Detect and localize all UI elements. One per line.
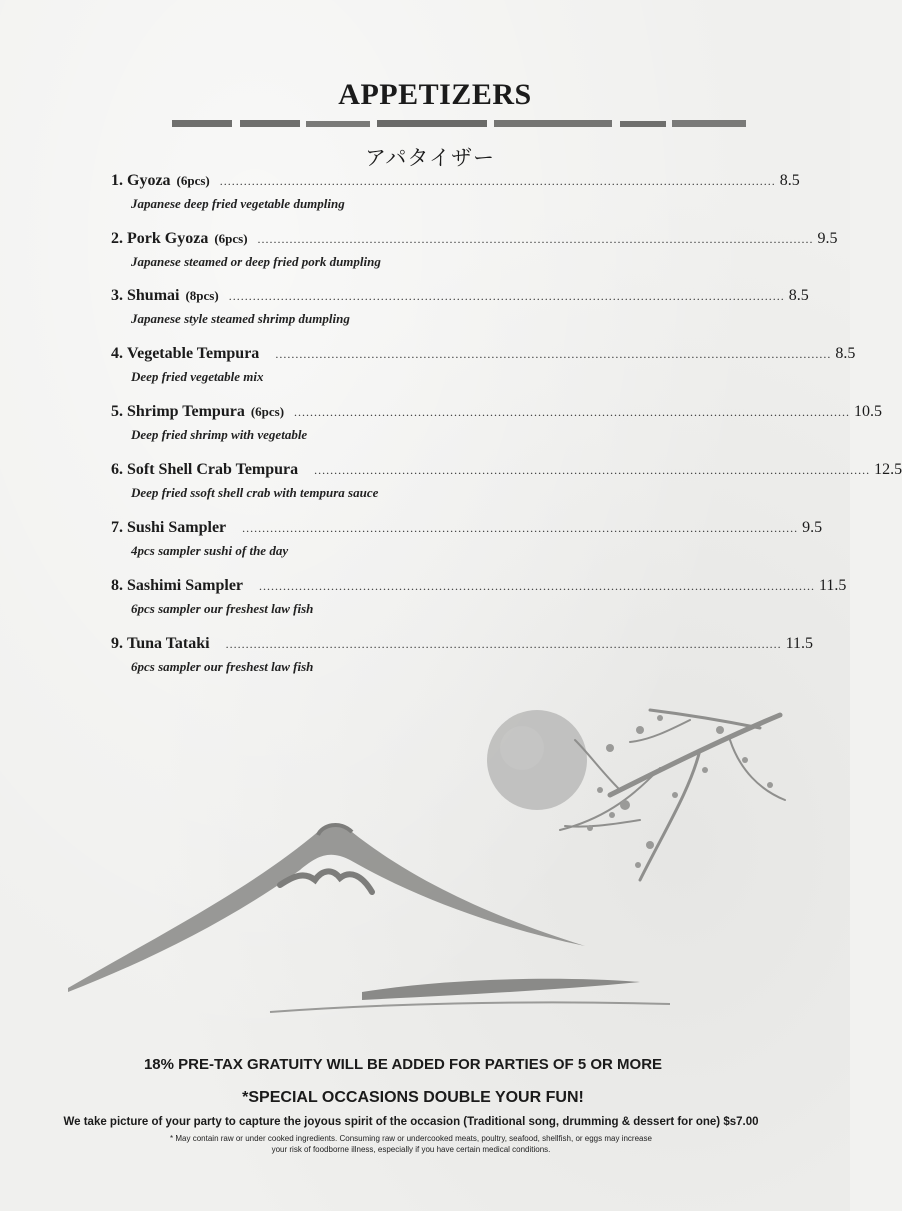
item-price: 12.5 (874, 461, 902, 478)
food-safety-disclaimer (0, 1133, 836, 1155)
leader-dots: ........................................................................................................................................... (314, 463, 871, 477)
item-name: Soft Shell Crab Tempura (127, 461, 299, 478)
item-description: Deep fried vegetable mix (131, 369, 264, 384)
item-price: 11.5 (819, 577, 847, 594)
item-number: 9. (111, 635, 123, 652)
item-number: 1. (111, 172, 123, 189)
menu-item (111, 345, 856, 393)
item-description: 6pcs sampler our freshest law fish (131, 601, 314, 616)
item-price: 8.5 (835, 345, 856, 362)
item-description: Japanese steamed or deep fried pork dumpling (131, 254, 381, 269)
menu-item (111, 403, 883, 451)
item-quantity: (8pcs) (185, 288, 219, 303)
leader-dots: ........................................................................................................................................... (275, 347, 832, 361)
item-name: Gyoza (127, 172, 171, 189)
item-number: 5. (111, 403, 123, 420)
item-quantity: (6pcs) (214, 231, 248, 246)
leader-dots: ........................................................................................................................................... (257, 232, 814, 246)
item-number: 3. (111, 287, 123, 304)
item-description: 4pcs sampler sushi of the day (131, 543, 289, 558)
item-description: Deep fried ssoft shell crab with tempura sauce (131, 485, 379, 500)
menu-item (111, 635, 813, 683)
leader-dots: ........................................................................................................................................... (225, 637, 782, 651)
item-name: Pork Gyoza (127, 230, 209, 247)
special-occasions-heading: *SPECIAL OCCASIONS DOUBLE YOUR FUN! (242, 1089, 584, 1106)
leader-dots: ........................................................................................................................................... (294, 405, 851, 419)
item-quantity: (6pcs) (250, 404, 285, 419)
menu-item (111, 519, 823, 567)
item-price: 8.5 (788, 287, 809, 304)
item-price: 9.5 (802, 519, 823, 536)
item-number: 8. (111, 577, 123, 594)
item-description: 6pcs sampler our freshest law fish (131, 659, 314, 674)
item-number: 4. (111, 345, 123, 362)
leader-dots: ........................................................................................................................................... (228, 289, 785, 303)
item-price: 11.5 (785, 635, 813, 652)
item-name: Tuna Tataki (127, 635, 210, 652)
item-description: Japanese style steamed shrimp dumpling (131, 311, 350, 326)
menu-item (111, 172, 800, 220)
item-description: Deep fried shrimp with vegetable (131, 427, 308, 442)
leader-dots: ........................................................................................................................................... (242, 521, 799, 535)
item-name: Sashimi Sampler (127, 577, 244, 594)
item-number: 6. (111, 461, 123, 478)
disclaimer-line: your risk of foodborne illness, especially if you have certain medical conditions. (271, 1145, 551, 1154)
page-title: APPETIZERS (338, 78, 532, 111)
leader-dots: ........................................................................................................................................... (219, 174, 776, 188)
item-quantity: (6pcs) (176, 173, 210, 188)
item-description: Japanese deep fried vegetable dumpling (131, 196, 345, 211)
mount-fuji-illustration (0, 700, 850, 1030)
menu-item (111, 577, 847, 625)
leader-dots: ........................................................................................................................................... (259, 579, 816, 593)
item-name: Vegetable Tempura (127, 345, 260, 362)
disclaimer-line: * May contain raw or under cooked ingredients. Consuming raw or undercooked meats, poultry, seafood, shellfish, or eggs may increase (170, 1134, 652, 1143)
gratuity-notice: 18% PRE-TAX GRATUITY WILL BE ADDED FOR PARTIES OF 5 OR MORE (143, 1056, 663, 1073)
special-occasions-description: We take picture of your party to capture the joyous spirit of the occasion (Traditional song, drumming & dessert for one) $s7.00 (63, 1116, 759, 1128)
item-price: 10.5 (854, 403, 883, 420)
item-price: 8.5 (779, 172, 800, 189)
menu-item (111, 230, 838, 278)
item-name: Shumai (127, 287, 180, 304)
item-number: 7. (111, 519, 123, 536)
item-price: 9.5 (817, 230, 838, 247)
item-name: Sushi Sampler (127, 519, 227, 536)
menu-item (111, 461, 902, 509)
item-number: 2. (111, 230, 123, 247)
page-subtitle-japanese: アパタイザー (365, 146, 495, 170)
item-name: Shrimp Tempura (127, 403, 245, 420)
menu-item (111, 287, 809, 335)
